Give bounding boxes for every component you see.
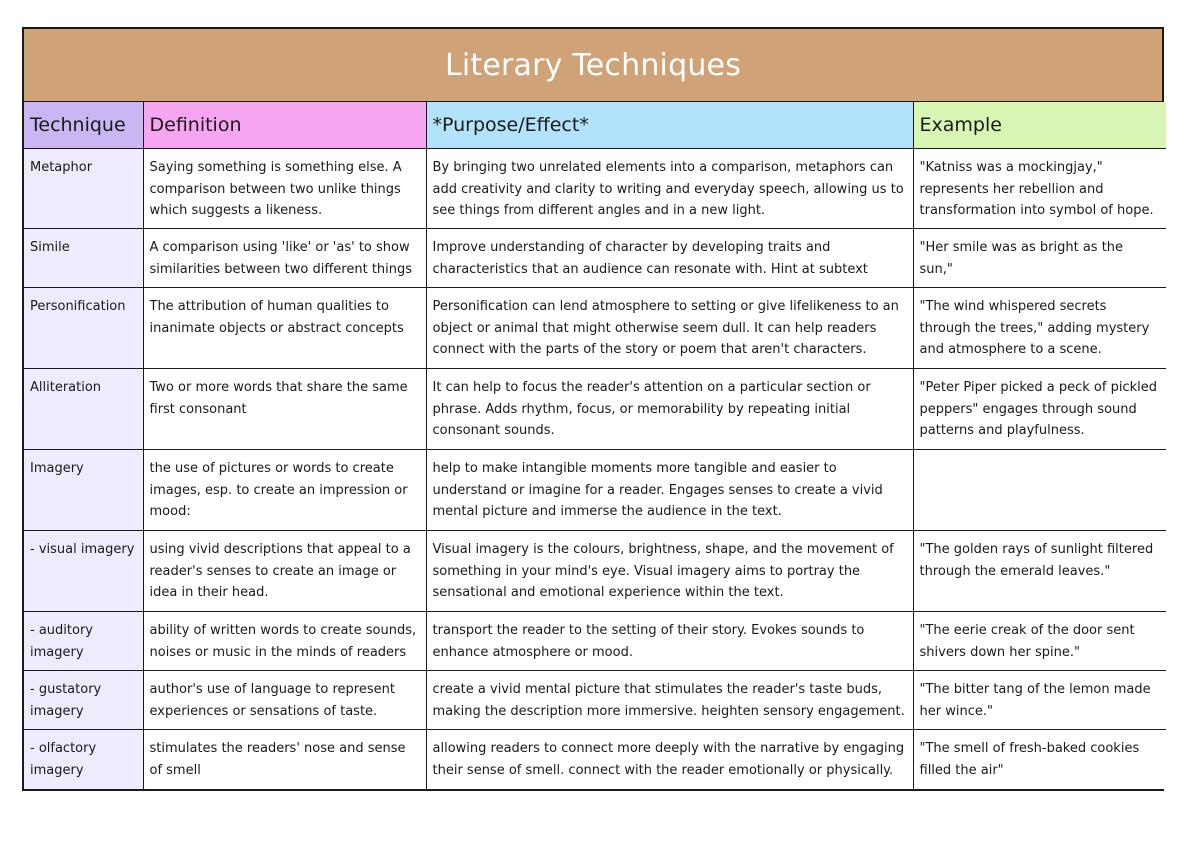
- technique-cell: - gustatory imagery: [24, 671, 143, 730]
- technique-cell: Metaphor: [24, 149, 143, 229]
- definition-cell: using vivid descriptions that appeal to a reader's senses to create an image or idea in their head.: [143, 531, 426, 612]
- example-cell: "The golden rays of sunlight filtered through the emerald leaves.": [913, 531, 1166, 612]
- technique-cell: Alliteration: [24, 369, 143, 450]
- definition-cell: the use of pictures or words to create images, esp. to create an impression or mood:: [143, 450, 426, 531]
- example-cell: "The smell of fresh-baked cookies filled the air": [913, 730, 1166, 789]
- purpose-cell: Improve understanding of character by developing traits and characteristics that an audience can resonate with. Hint at subtext: [426, 229, 913, 288]
- example-cell: "Peter Piper picked a peck of pickled peppers" engages through sound patterns and playfulness.: [913, 369, 1166, 450]
- table-row: [24, 612, 1166, 671]
- definition-cell: A comparison using 'like' or 'as' to show similarities between two different things: [143, 229, 426, 288]
- technique-cell: - visual imagery: [24, 531, 143, 612]
- purpose-cell: create a vivid mental picture that stimulates the reader's taste buds, making the description more immersive. heighten sensory engagement.: [426, 671, 913, 730]
- technique-cell: - olfactory imagery: [24, 730, 143, 789]
- purpose-cell: By bringing two unrelated elements into a comparison, metaphors can add creativity and clarity to writing and everyday speech, allowing us to see things from different angles and in a new light.: [426, 149, 913, 229]
- header-technique: Technique: [24, 102, 143, 149]
- example-cell: "The bitter tang of the lemon made her wince.": [913, 671, 1166, 730]
- purpose-cell: Personification can lend atmosphere to setting or give lifelikeness to an object or animal that might otherwise seem dull. It can help readers connect with the parts of the story or poem that aren't characters.: [426, 288, 913, 369]
- definition-cell: Saying something is something else. A comparison between two unlike things which suggests a likeness.: [143, 149, 426, 229]
- techniques-table: [24, 102, 1166, 789]
- header-definition: Definition: [143, 102, 426, 149]
- technique-cell: - auditory imagery: [24, 612, 143, 671]
- table-row: [24, 730, 1166, 789]
- header-purpose-effect: *Purpose/Effect*: [426, 102, 913, 149]
- table-row: [24, 229, 1166, 288]
- table-row: [24, 671, 1166, 730]
- table-row: [24, 369, 1166, 450]
- purpose-cell: allowing readers to connect more deeply with the narrative by engaging their sense of smell. connect with the reader emotionally or physically.: [426, 730, 913, 789]
- example-cell: "Her smile was as bright as the sun,": [913, 229, 1166, 288]
- header-row: [24, 102, 1166, 149]
- purpose-cell: It can help to focus the reader's attention on a particular section or phrase. Adds rhythm, focus, or memorability by repeating initial consonant sounds.: [426, 369, 913, 450]
- definition-cell: The attribution of human qualities to inanimate objects or abstract concepts: [143, 288, 426, 369]
- definition-cell: Two or more words that share the same first consonant: [143, 369, 426, 450]
- header-example: Example: [913, 102, 1166, 149]
- definition-cell: stimulates the readers' nose and sense of smell: [143, 730, 426, 789]
- example-cell: "The eerie creak of the door sent shivers down her spine.": [913, 612, 1166, 671]
- table-row: [24, 531, 1166, 612]
- table-row: [24, 149, 1166, 229]
- technique-cell: Personification: [24, 288, 143, 369]
- table-row: [24, 288, 1166, 369]
- page-title: Literary Techniques: [24, 29, 1162, 102]
- literary-techniques-sheet: [22, 27, 1164, 791]
- example-cell: "Katniss was a mockingjay," represents her rebellion and transformation into symbol of hope.: [913, 149, 1166, 229]
- definition-cell: author's use of language to represent experiences or sensations of taste.: [143, 671, 426, 730]
- definition-cell: ability of written words to create sounds, noises or music in the minds of readers: [143, 612, 426, 671]
- example-cell: [913, 450, 1166, 531]
- purpose-cell: transport the reader to the setting of their story. Evokes sounds to enhance atmosphere or mood.: [426, 612, 913, 671]
- technique-cell: Imagery: [24, 450, 143, 531]
- example-cell: "The wind whispered secrets through the trees," adding mystery and atmosphere to a scene.: [913, 288, 1166, 369]
- purpose-cell: help to make intangible moments more tangible and easier to understand or imagine for a reader. Engages senses to create a vivid mental picture and immerse the audience in the text.: [426, 450, 913, 531]
- technique-cell: Simile: [24, 229, 143, 288]
- purpose-cell: Visual imagery is the colours, brightness, shape, and the movement of something in your mind's eye. Visual imagery aims to portray the sensational and emotional experience within the text.: [426, 531, 913, 612]
- table-row: [24, 450, 1166, 531]
